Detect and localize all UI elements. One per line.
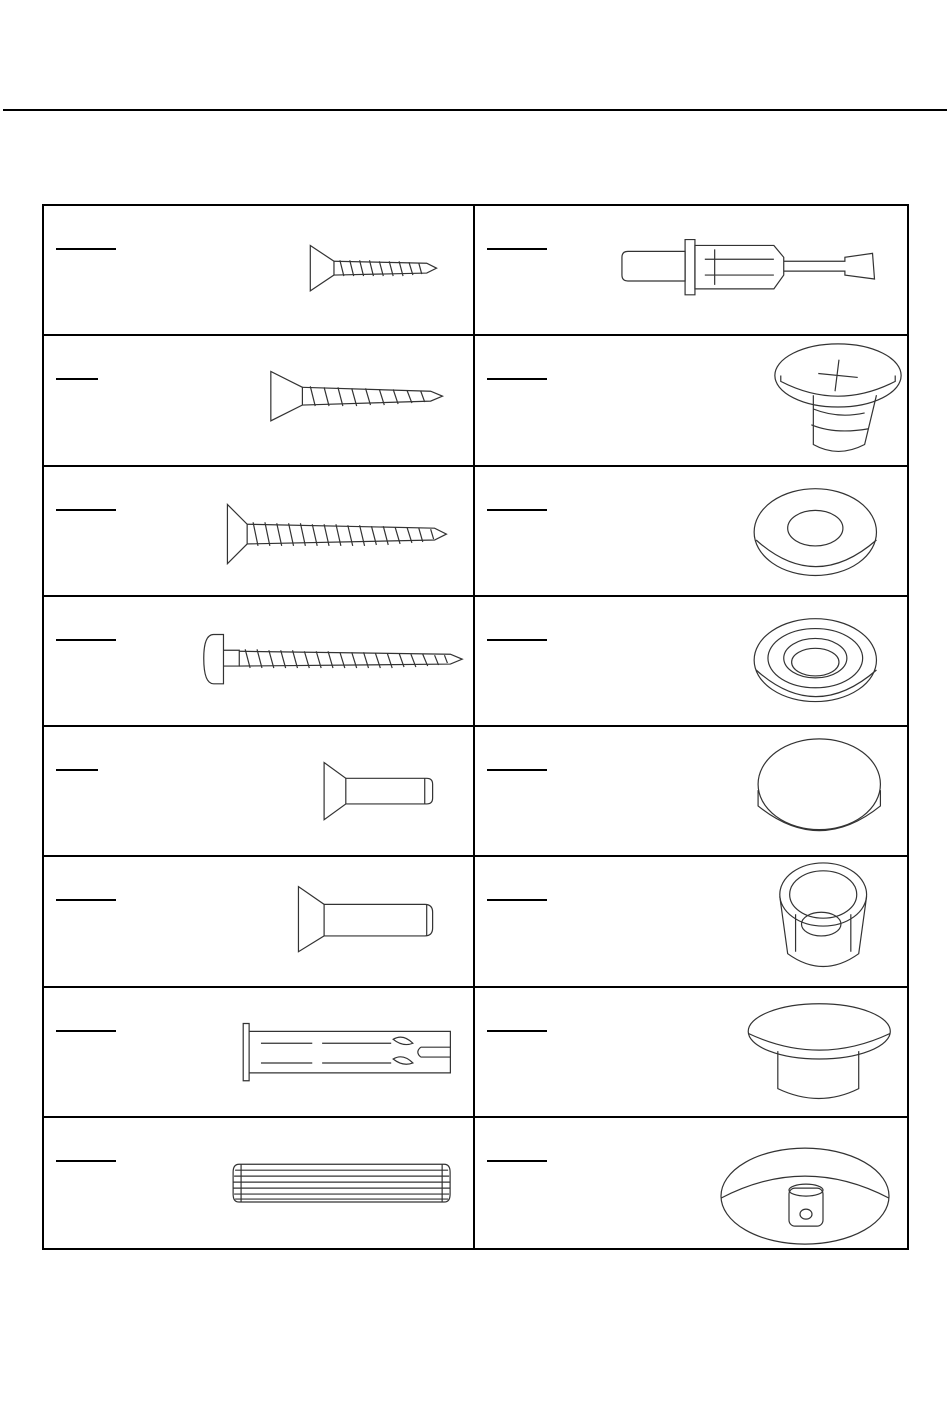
part-cell-cup-grommet [475, 857, 907, 987]
part-cell-cam-lock [475, 336, 907, 466]
part-cell-flat-head-pin-short [44, 727, 475, 857]
part-cell-round-cover-cap [475, 727, 907, 857]
part-cell-mushroom-cap [475, 988, 907, 1118]
part-cell-push-pin-anchor [475, 206, 907, 336]
flat-head-wood-screw-medium-icon [44, 336, 473, 464]
header-rule [3, 109, 947, 111]
part-cell-flat-head-screw-long [44, 467, 475, 597]
wooden-dowel-icon [44, 1118, 473, 1248]
flat-washer-icon [475, 467, 907, 595]
flat-head-wood-screw-short-icon [44, 206, 473, 334]
flat-head-wood-screw-long-icon [44, 467, 473, 595]
part-cell-expansion-sleeve [44, 988, 475, 1118]
part-cell-flat-head-screw-short [44, 206, 475, 336]
countersunk-washer-icon [475, 597, 907, 725]
cam-lock-connector-icon [475, 336, 907, 464]
round-cover-cap-icon [475, 727, 907, 855]
part-cell-flat-washer [475, 467, 907, 597]
part-cell-dome-glide [475, 1118, 907, 1248]
push-pin-anchor-icon [475, 206, 907, 334]
mushroom-cap-plug-icon [475, 988, 907, 1116]
part-cell-countersunk-washer [475, 597, 907, 727]
expansion-sleeve-anchor-icon [44, 988, 473, 1116]
flat-head-pin-long-icon [44, 857, 473, 985]
part-cell-flat-head-screw-medium [44, 336, 475, 466]
flat-head-pin-short-icon [44, 727, 473, 855]
cup-grommet-icon [475, 857, 907, 985]
part-cell-pan-head-screw [44, 597, 475, 727]
pan-head-screw-long-icon [44, 597, 473, 725]
part-cell-flat-head-pin-long [44, 857, 475, 987]
dome-glide-foot-icon [475, 1118, 907, 1248]
hardware-parts-table [42, 204, 909, 1250]
part-cell-wooden-dowel [44, 1118, 475, 1248]
